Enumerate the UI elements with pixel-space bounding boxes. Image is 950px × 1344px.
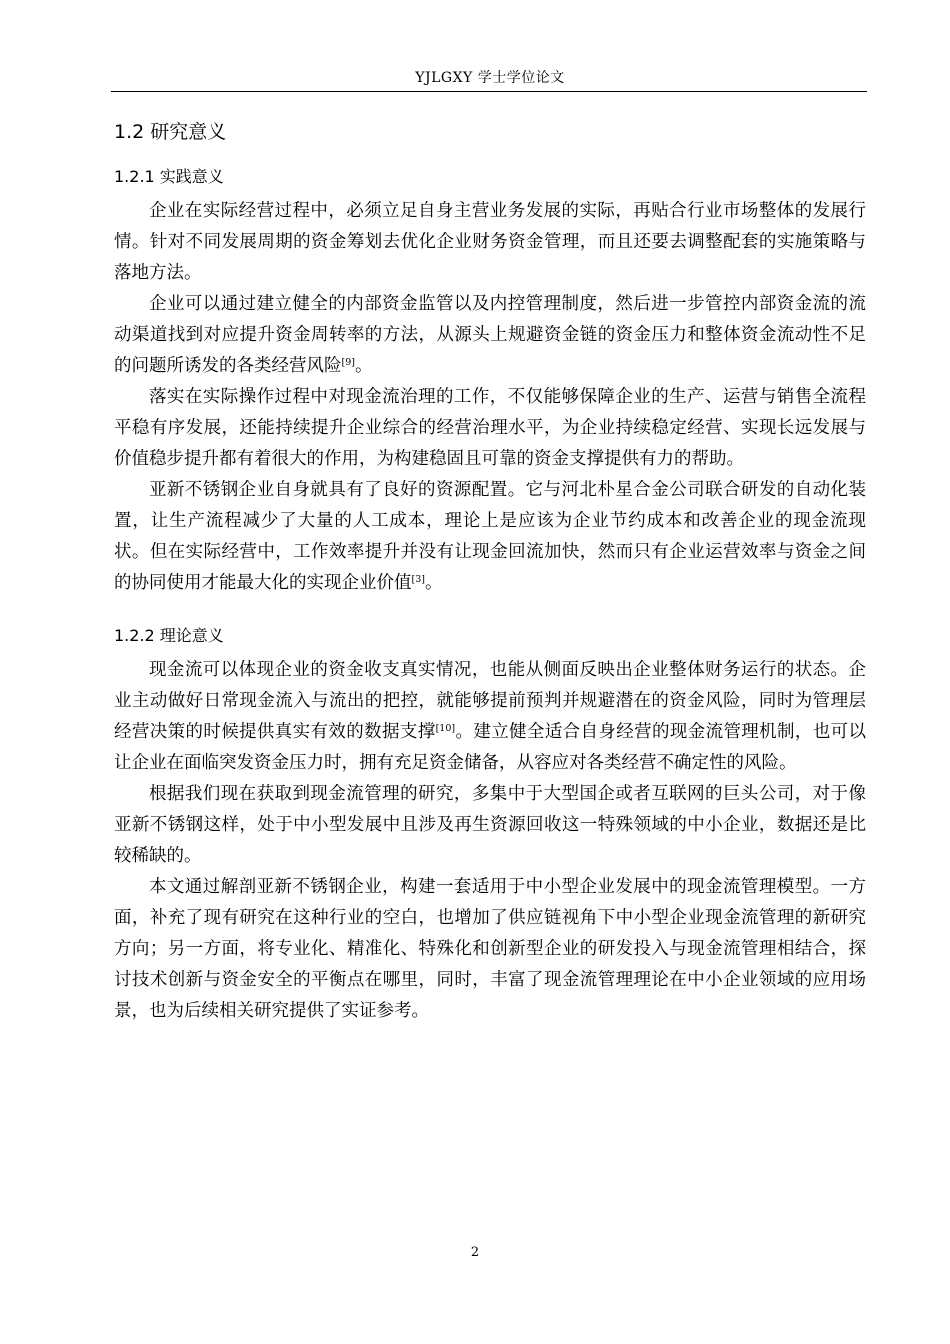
page-number: 2 [470,1245,480,1260]
practical-paragraph-4: 亚新不锈钢企业自身就具有了良好的资源配置。它与河北朴星合金公司联合研发的自动化装置，让生产流程减少了大量的人工成本，理论上是应该为企业节约成本和改善企业的现金流现状。但在实际经营中，工作效率提升并没有让现金回流加快，然而只有企业运营效率与资金之间的协同使用才能最大化的实现企业价值[3]。 [114,480,866,593]
practical-paragraph-1: 企业在实际经营过程中，必须立足自身主营业务发展的实际，再贴合行业市场整体的发展行情。针对不同发展周期的资金筹划去优化企业财务资金管理，而且还要去调整配套的实施策略与落地方法。 [114,201,866,283]
theory-paragraph-1: 现金流可以体现企业的资金收支真实情况，也能从侧面反映出企业整体财务运行的状态。企业主动做好日常现金流入与流出的把控，就能够提前预判并规避潜在的资金风险，同时为管理层经营决策的时候提供真实有效的数据支撑[10]。建立健全适合自身经营的现金流管理机制，也可以让企业在面临突发资金压力时，拥有充足资金储备，从容应对各类经营不确定性的风险。 [114,660,866,773]
header-divider [111,91,867,92]
subsection-heading-theory: 1.2.2 理论意义 [114,626,224,645]
practical-paragraph-3: 落实在实际操作过程中对现金流治理的工作，不仅能够保障企业的生产、运营与销售全流程平稳有序发展，还能持续提升企业综合的经营治理水平，为企业持续稳定经营、实现长远发展与价值稳步提升都有着很大的作用，为构建稳固且可靠的资金支撑提供有力的帮助。 [114,387,866,469]
theory-paragraph-2: 根据我们现在获取到现金流管理的研究，多集中于大型国企或者互联网的巨头公司，对于像亚新不锈钢这样，处于中小型发展中且涉及再生资源回收这一特殊领域的中小企业，数据还是比较稀缺的。 [114,784,866,866]
citation: [9] [341,357,355,368]
subsection-heading-practical: 1.2.1 实践意义 [114,167,224,186]
practical-paragraph-2: 企业可以通过建立健全的内部资金监管以及内控管理制度，然后进一步管控内部资金流的流动渠道找到对应提升资金周转率的方法，从源头上规避资金链的资金压力和整体资金流动性不足的问题所诱发的各类经营风险[9]。 [114,294,866,376]
running-header: YJLGXY 学士学位论文 [415,70,565,86]
citation: [10] [435,723,456,734]
page-body [114,118,866,1027]
theory-paragraph-3: 本文通过解剖亚新不锈钢企业，构建一套适用于中小型企业发展中的现金流管理模型。一方面，补充了现有研究在这种行业的空白，也增加了供应链视角下中小型企业现金流管理的新研究方向；另一方面，将专业化、精准化、特殊化和创新型企业的研发投入与现金流管理相结合，探讨技术创新与资金安全的平衡点在哪里，同时，丰富了现金流管理理论在中小企业领域的应用场景，也为后续相关研究提供了实证参考。 [114,877,866,1021]
citation: [3] [411,574,425,585]
section-heading: 1.2 研究意义 [114,121,227,143]
